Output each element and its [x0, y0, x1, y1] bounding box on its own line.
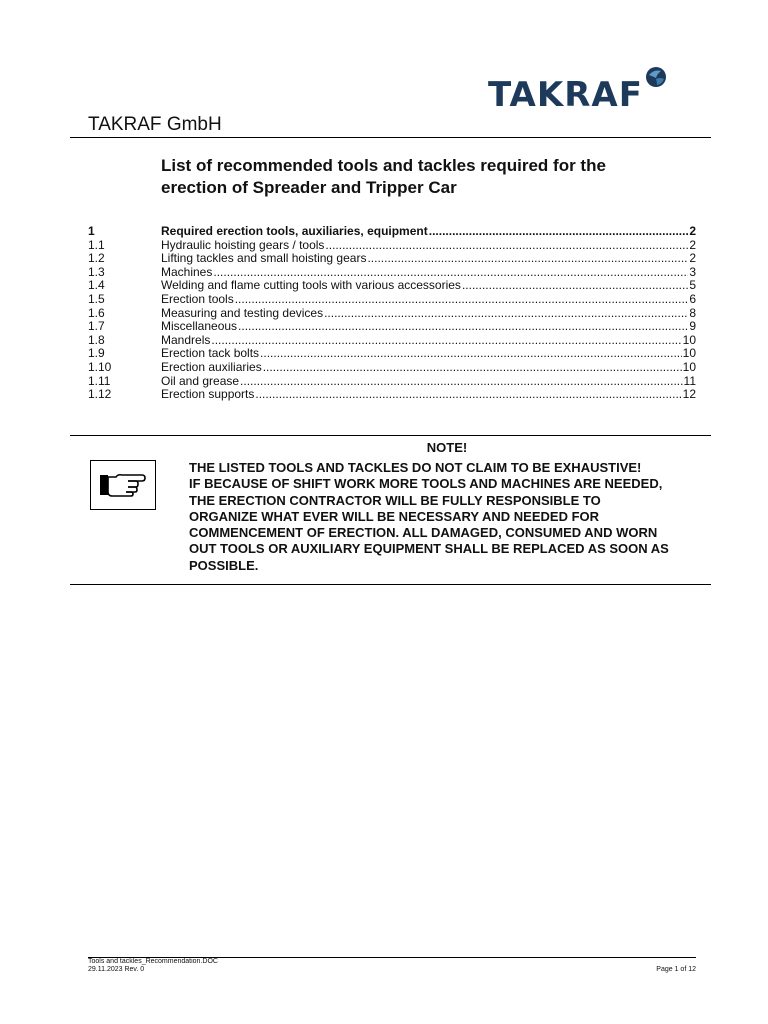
toc-title: Hydraulic hoisting gears / tools — [161, 237, 325, 252]
note-line: THE ERECTION CONTRACTOR WILL BE FULLY RESPONSIBLE TO — [189, 492, 601, 508]
toc-leader — [263, 361, 682, 375]
toc-number: 1.4 — [88, 278, 105, 293]
toc-number: 1.2 — [88, 251, 105, 266]
toc-page: 2 — [689, 224, 696, 238]
note-bottom-divider — [70, 584, 711, 585]
footer-info — [88, 958, 218, 974]
toc-title: Machines — [161, 264, 213, 279]
note-top-divider — [70, 435, 711, 436]
toc-entry[interactable] — [88, 279, 696, 293]
table-of-contents — [88, 225, 696, 402]
toc-title: Erection auxiliaries — [161, 359, 262, 374]
header-divider — [70, 137, 711, 138]
toc-title: Measuring and testing devices — [161, 305, 324, 320]
toc-page: 11 — [683, 373, 696, 388]
toc-leader — [255, 388, 681, 402]
toc-number: 1.12 — [88, 387, 112, 402]
footer-date-revision: 29.11.2023 Rev. 0 — [88, 966, 145, 973]
toc-title: Welding and flame cutting tools with various accessories — [161, 278, 461, 293]
toc-number: 1.3 — [88, 264, 105, 279]
note-line: IF BECAUSE OF SHIFT WORK MORE TOOLS AND MACHINES ARE NEEDED, — [189, 476, 663, 492]
document-title — [161, 155, 681, 199]
toc-number: 1.9 — [88, 346, 105, 361]
toc-entry[interactable] — [88, 320, 696, 334]
note-line: ORGANIZE WHAT EVER WILL BE NECESSARY AND NEEDED FOR — [189, 508, 600, 524]
toc-number: 1.7 — [88, 319, 105, 334]
toc-title: Erection supports — [161, 387, 255, 402]
footer-filename: Tools and tackles_Recommendation.DOC — [88, 958, 218, 965]
note-icon-box — [90, 460, 156, 510]
toc-page: 3 — [689, 264, 696, 279]
toc-title: Lifting tackles and small hoisting gears — [161, 251, 367, 266]
toc-title: Erection tack bolts — [161, 346, 260, 361]
toc-page: 10 — [682, 346, 696, 361]
note-line: OUT TOOLS OR AUXILIARY EQUIPMENT SHALL BE REPLACED AS SOON AS — [189, 541, 669, 557]
title-line-1: List of recommended tools and tackles required for the — [161, 156, 606, 175]
toc-number: 1.6 — [88, 305, 105, 320]
toc-leader — [235, 293, 689, 307]
note-line: THE LISTED TOOLS AND TACKLES DO NOT CLAIM TO BE EXHAUSTIVE! — [189, 460, 642, 475]
toc-leader — [260, 347, 682, 361]
toc-page: 10 — [682, 359, 696, 374]
toc-number: 1.10 — [88, 359, 112, 374]
footer-page-number: Page 1 of 12 — [656, 966, 696, 973]
toc-title: Miscellaneous — [161, 319, 238, 334]
note-body — [189, 460, 719, 574]
toc-entry[interactable] — [88, 375, 696, 389]
title-line-2: erection of Spreader and Tripper Car — [161, 178, 457, 197]
toc-leader — [238, 320, 688, 334]
toc-number: 1.11 — [88, 373, 111, 388]
note-line: COMMENCEMENT OF ERECTION. ALL DAMAGED, CONSUMED AND WORN — [189, 525, 658, 541]
toc-number: 1 — [88, 224, 95, 238]
toc-leader — [462, 279, 688, 293]
toc-page: 2 — [689, 251, 696, 266]
toc-number: 1.8 — [88, 332, 105, 347]
toc-entry[interactable] — [88, 266, 696, 280]
toc-title: Mandrels — [161, 332, 211, 347]
toc-leader — [367, 252, 688, 266]
toc-entry[interactable] — [88, 252, 696, 266]
takraf-logo — [488, 66, 667, 115]
toc-number: 1.5 — [88, 291, 105, 306]
toc-number: 1.1 — [88, 237, 105, 252]
toc-leader — [240, 375, 682, 389]
toc-page: 5 — [689, 278, 696, 293]
toc-page: 10 — [682, 332, 696, 347]
toc-entry[interactable] — [88, 307, 696, 321]
toc-leader — [429, 225, 689, 239]
toc-leader — [213, 266, 688, 280]
toc-entry[interactable] — [88, 239, 696, 253]
toc-title: Erection tools — [161, 291, 234, 306]
toc-leader — [324, 307, 688, 321]
toc-entry[interactable] — [88, 347, 696, 361]
toc-page: 9 — [689, 319, 696, 334]
toc-entry[interactable] — [88, 388, 696, 402]
toc-leader — [325, 239, 688, 253]
toc-title: Required erection tools, auxiliaries, equipment — [161, 224, 428, 238]
toc-entry[interactable] — [88, 334, 696, 348]
globe-icon — [645, 66, 667, 88]
note-heading: NOTE! — [426, 440, 468, 455]
toc-title: Oil and grease — [161, 373, 240, 388]
toc-page: 8 — [689, 305, 696, 320]
company-name: TAKRAF GmbH — [88, 114, 222, 135]
toc-page: 6 — [689, 291, 696, 306]
logo-text: TAKRAF — [488, 75, 643, 115]
pointing-hand-icon — [98, 471, 148, 499]
toc-entry[interactable] — [88, 361, 696, 375]
toc-entry[interactable] — [88, 225, 696, 239]
toc-page: 12 — [682, 387, 696, 402]
toc-leader — [211, 334, 681, 348]
toc-entry[interactable] — [88, 293, 696, 307]
note-line: POSSIBLE. — [189, 557, 259, 573]
toc-page: 2 — [689, 237, 696, 252]
